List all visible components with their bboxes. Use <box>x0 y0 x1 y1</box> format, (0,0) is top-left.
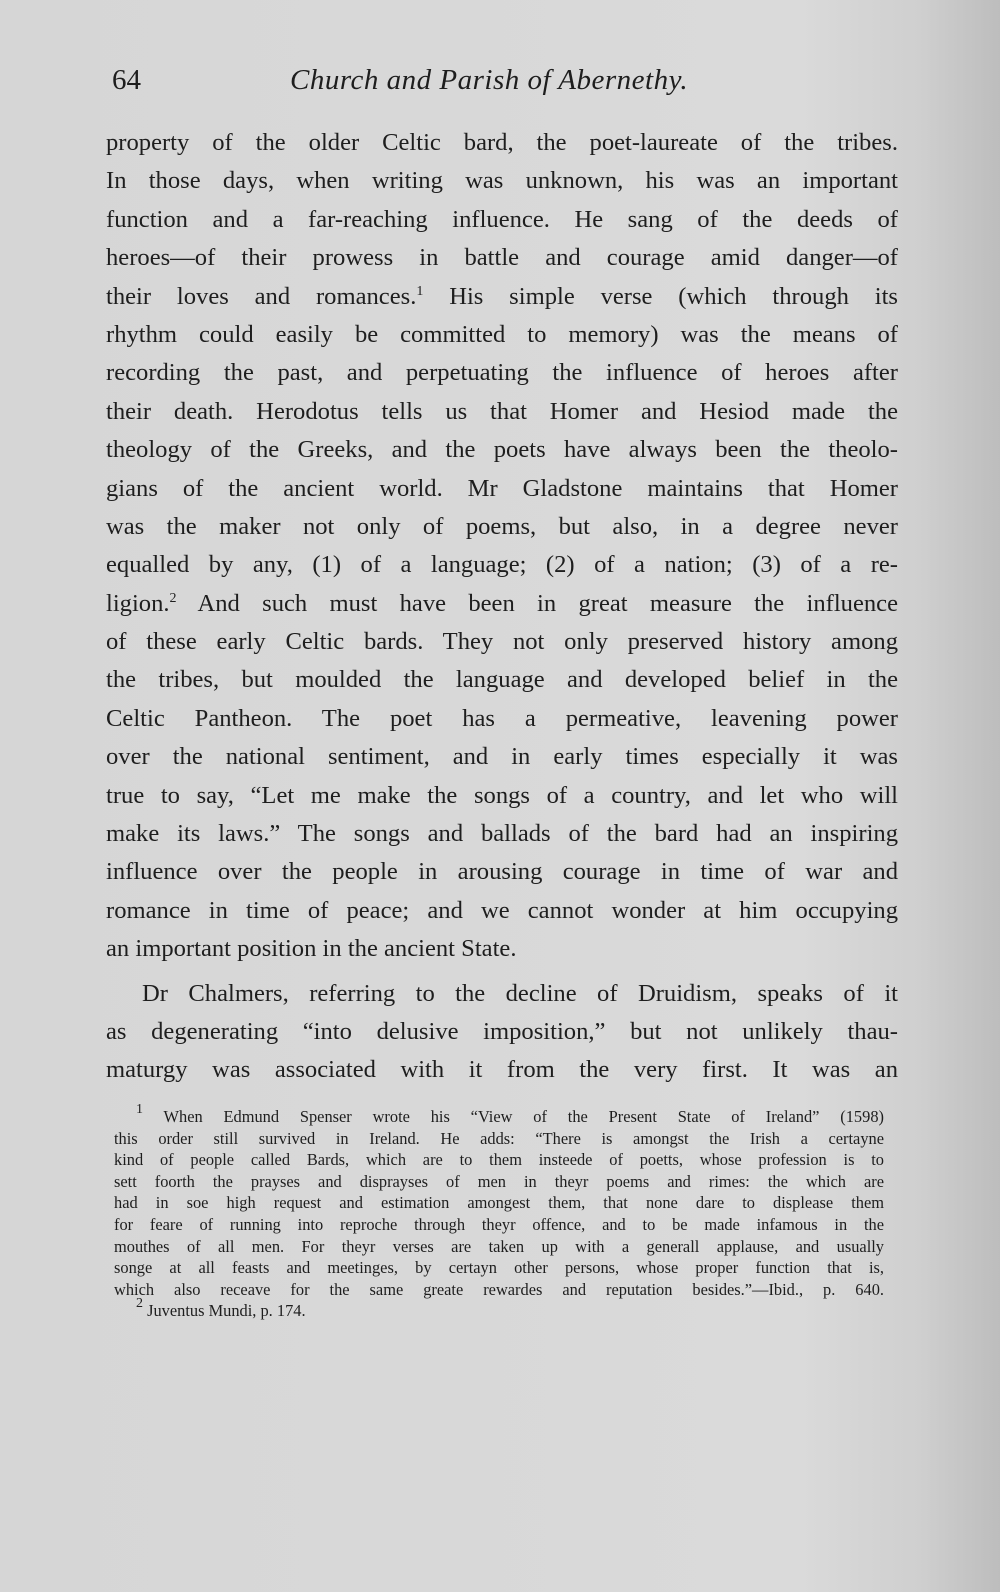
text-line: the tribes, but moulded the language and developed belief in the <box>106 666 898 694</box>
footnote-ref-2: 2 <box>169 590 177 606</box>
footnote-ref-1: 1 <box>416 283 424 299</box>
text-line: heroes—of their prowess in battle and courage amid danger—of <box>106 244 898 272</box>
text-line: equalled by any, (1) of a language; (2) of a nation; (3) of a re- <box>106 551 898 579</box>
footnote-line: songe at all feasts and meetinges, by certayn other persons, whose proper function that is, <box>114 1258 884 1278</box>
footnote-1 <box>114 1102 884 1300</box>
footnote-marker-1: 1 <box>136 1102 143 1117</box>
text-line: gians of the ancient world. Mr Gladstone maintains that Homer <box>106 474 898 502</box>
text-line: of these early Celtic bards. They not only preserved history among <box>106 628 898 656</box>
text-line: function and a far-reaching influence. He sang of the deeds of <box>106 205 898 233</box>
footnote-line: this order still survived in Ireland. He adds: “There is amongst the Irish a certayne <box>114 1128 884 1148</box>
text-line: was the maker not only of poems, but also, in a degree never <box>106 512 898 540</box>
text-segment: And such must have been in great measure the influence <box>197 589 898 617</box>
footnote-line: kind of people called Bards, which are to them insteede of poetts, whose profession is to <box>114 1150 884 1170</box>
text-segment: ligion. <box>106 589 170 617</box>
footnote-line <box>114 1296 884 1322</box>
text-line: Celtic Pantheon. The poet has a permeative, leavening power <box>106 704 898 732</box>
body-text <box>106 124 898 1090</box>
text-segment: His simple verse (which through its <box>449 282 898 310</box>
footnote-marker-2: 2 <box>136 1296 143 1312</box>
footnote-line: mouthes of all men. For theyr verses are taken up with a generall applause, and usually <box>114 1236 884 1256</box>
text-line: maturgy was associated with it from the very first. It was an <box>106 1056 898 1084</box>
text-line: make its laws.” The songs and ballads of the bard had an inspiring <box>106 820 898 848</box>
text-line: property of the older Celtic bard, the poet-laureate of the tribes. <box>106 129 898 156</box>
text-line: recording the past, and perpetuating the influence of heroes after <box>106 359 898 387</box>
text-line: true to say, “Let me make the songs of a country, and let who will <box>106 781 898 809</box>
footnote-line: for feare of running into reproche through theyr offence, and to be made infamous in the <box>114 1214 884 1234</box>
text-line: influence over the people in arousing courage in time of war and <box>106 858 898 886</box>
footnote-2 <box>114 1296 884 1322</box>
footnotes <box>114 1102 884 1322</box>
footnote-line: had in soe high request and estimation amongest them, that none dare to displease them <box>114 1193 884 1213</box>
text-line: theology of the Greeks, and the poets have always been the theolo- <box>106 436 898 464</box>
text-line: their death. Herodotus tells us that Homer and Hesiod made the <box>106 397 898 425</box>
text-line: over the national sentiment, and in early times especially it was <box>106 743 898 771</box>
page-number: 64 <box>112 64 141 96</box>
text-line: an important position in the ancient State. <box>106 935 517 963</box>
footnote-line <box>114 1102 884 1128</box>
running-head: Church and Parish of Abernethy. <box>290 64 689 96</box>
text-line <box>106 585 898 623</box>
footnote-line: which also receave for the same greate rewardes and reputation besides.”—Ibid., p. 640. <box>114 1279 884 1299</box>
paragraph-2 <box>106 975 898 1090</box>
text-line: rhythm could easily be committed to memory) was the means of <box>106 320 898 348</box>
paragraph-1 <box>106 124 898 969</box>
text-segment: their loves and romances. <box>106 282 417 310</box>
text-line: as degenerating “into delusive imposition,” but not unlikely thau- <box>106 1017 898 1045</box>
text-line: Dr Chalmers, referring to the decline of Druidism, speaks of it <box>142 979 898 1007</box>
text-segment: When Edmund Spenser wrote his “View of the Present State of Ireland” (1598) <box>163 1107 884 1126</box>
footnote-line: sett foorth the prayses and disprayses of men in theyr poems and rimes: the which are <box>114 1171 884 1191</box>
text-line <box>106 278 898 316</box>
text-line: romance in time of peace; and we cannot wonder at him occupying <box>106 896 898 924</box>
page-header <box>112 58 892 108</box>
text-line: In those days, when writing was unknown, his was an important <box>106 167 898 195</box>
text-segment: Juventus Mundi, p. 174. <box>147 1301 306 1321</box>
